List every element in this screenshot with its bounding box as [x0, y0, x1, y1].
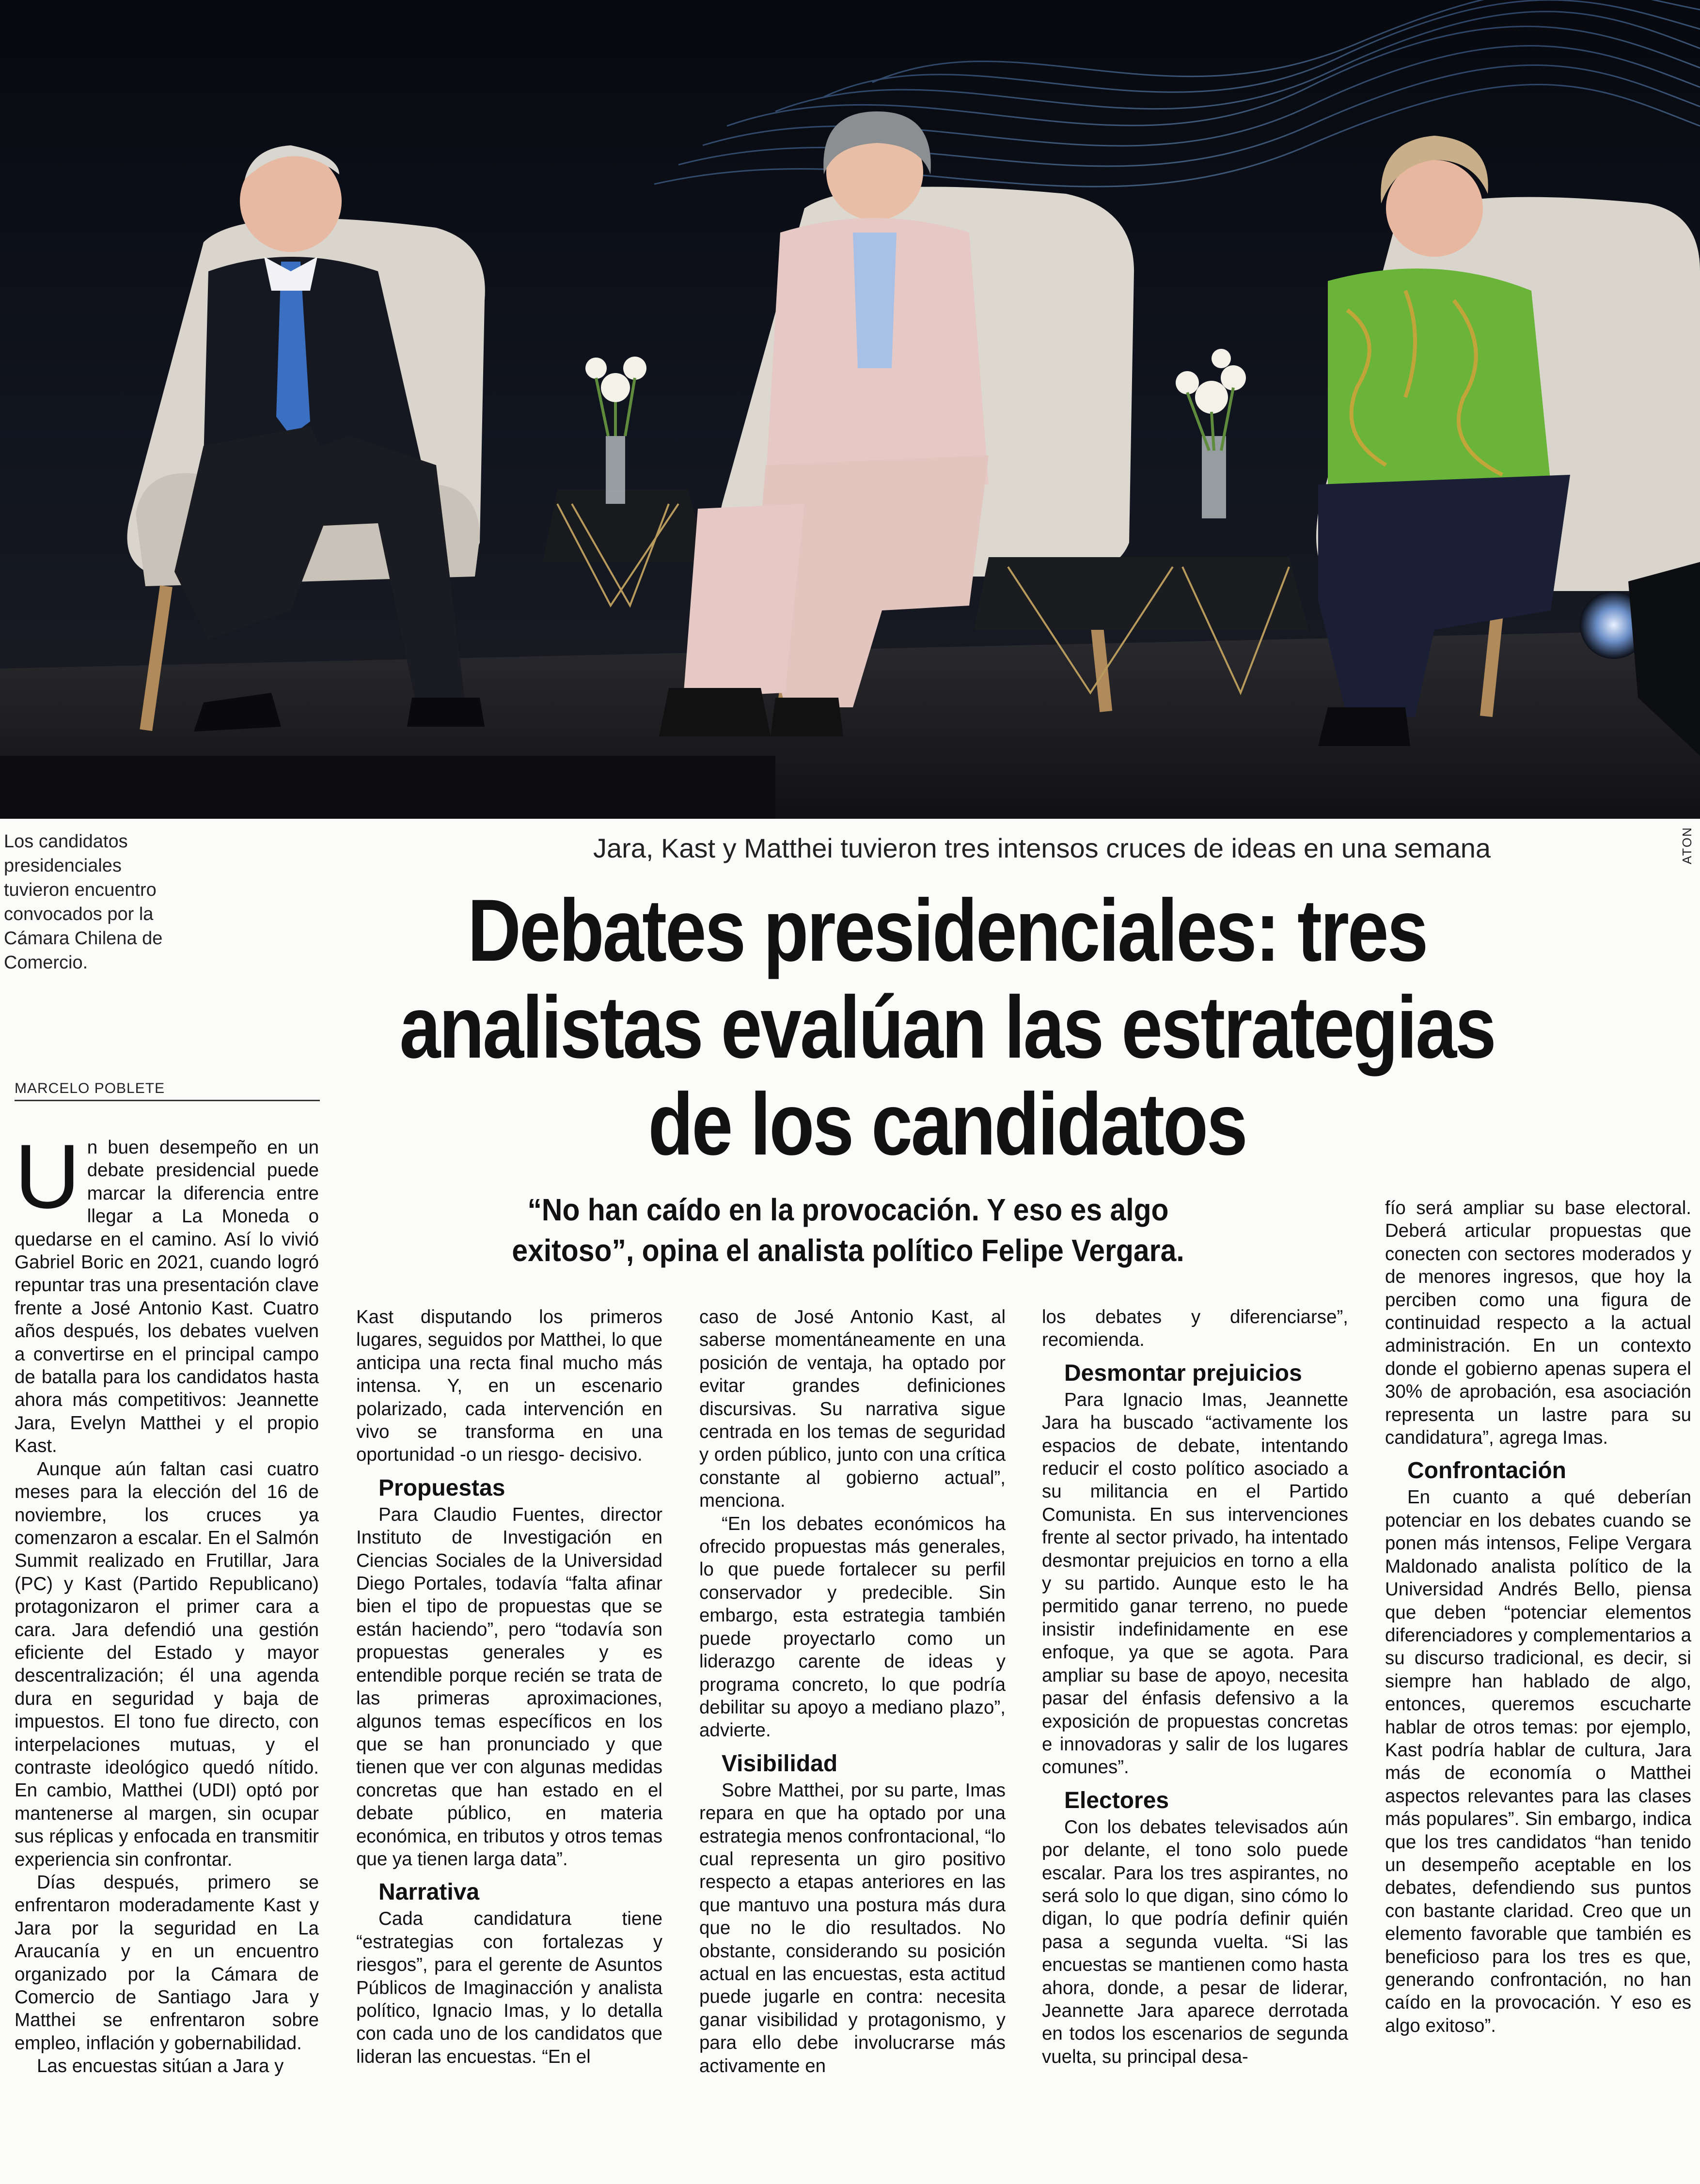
paragraph: caso de José Antonio Kast, al saberse momentáneamente en una posición de ventaja, ha optado por evitar grandes definiciones discursivas. Su narrativa sigue centrada en los temas de seguridad y orden público, junto con una crítica constante al gobierno actual”, menciona. — [699, 1307, 1006, 1512]
headline-line-2: analistas evalúan las estrategias — [399, 978, 1495, 1076]
subheading-desmontar-prejuicios: Desmontar prejuicios — [1064, 1360, 1302, 1386]
headline-line-3: de los candidatos — [648, 1075, 1246, 1173]
subheading-confrontacion: Confrontación — [1407, 1458, 1566, 1484]
headline-line-1: Debates presidenciales: tres — [467, 881, 1427, 980]
paragraph: Kast disputando los primeros lugares, seguidos por Matthei, lo que anticipa una recta final mucho más intensa. Y, en un escenario polarizado, cada intervención en vivo se transforma en una oportunidad -o un riesgo- decisivo. — [356, 1307, 662, 1466]
subheading-visibilidad: Visibilidad — [722, 1750, 838, 1777]
subheading-propuestas: Propuestas — [378, 1475, 505, 1501]
article-column-5 — [1385, 1197, 1691, 2037]
article-column-2 — [356, 1306, 662, 2068]
photo-caption: Los candidatos presidenciales tuvieron encuentro convocados por la Cámara Chilena de Comercio. — [4, 831, 163, 973]
paragraph: Sobre Matthei, por su parte, Imas repara en que ha optado por una estrategia menos confrontacional, “lo cual representa un giro positivo respecto a etapas anteriores en las que mantuvo una postura más dura que no le dio resultados. No obstante, considerando su posición actual en las encuestas, esta actitud puede jugarle en contra: necesita ganar visibilidad y protagonismo, y para ello debe involucrarse más activamente en — [699, 1779, 1006, 2076]
byline — [15, 1080, 320, 1101]
paragraph: Para Ignacio Imas, Jeannette Jara ha buscado “activamente los espacios de debate, intentando reducir el costo político asociado a su militancia en el Partido Comunista. En sus intervenciones frente al sector privado, ha intentado desmontar prejuicios en torno a ella y su partido. Aunque esto le ha permitido ganar terreno, no puede insistir indefinidamente en ese enfoque, ya que se agota. Para ampliar su base de apoyo, necesita pasar del énfasis defensivo a la exposición de propuestas concretas e innovadoras y salir de los lugares comunes”. — [1042, 1389, 1348, 1778]
paragraph: Días después, primero se enfrentaron moderadamente Kast y Jara por la seguridad en La Araucanía y en un encuentro organizado por la Cámara de Comercio de Santiago Jara y Matthei se enfrentaron sobre empleo, inflación y gobernabilidad. — [15, 1872, 319, 2054]
photo-credit: ATON — [1680, 827, 1694, 864]
photo-stage-debate-illustration — [0, 0, 1700, 819]
drop-cap: U — [15, 1125, 80, 1227]
paragraph: fío será ampliar su base electoral. Deberá articular propuestas que conecten con sectores moderados y de menores ingresos, que hoy la perciben como una figura de continuidad respecto a la actual administración. En un contexto donde el gobierno apenas supera el 30% de aprobación, esa asociación representa un lastre para su candidatura”, agrega Imas. — [1385, 1198, 1691, 1449]
paragraph: Las encuestas sitúan a Jara y — [37, 2056, 284, 2077]
article-column-1 — [15, 1125, 319, 2078]
article-column-4 — [1042, 1306, 1348, 2068]
news-photo — [0, 0, 1700, 819]
subheading-narrativa: Narrativa — [378, 1879, 480, 1905]
paragraph: Cada candidatura tiene “estrategias con fortalezas y riesgos”, para el gerente de Asuntos Públicos de Imaginacción y analista político, Ignacio Imas, y lo detalla con cada uno de los candidatos que lideran las encuestas. “En el — [356, 1908, 662, 2067]
article-column-3 — [699, 1306, 1006, 2077]
paragraph: En cuanto a qué deberían potenciar en los debates cuando se ponen más intensos, Felipe Vergara Maldonado analista político de la Universidad Andrés Bello, piensa que deben “potenciar elementos diferenciadores y complementarios a su discurso tradicional, es decir, si siempre han hablado de algo, entonces, queremos escucharte hablar de otros temas: por ejemplo, Kast podría hablar de cultura, Jara más de economía o Matthei aspectos relevantes para las clases más populares”. Sin embargo, indica que los tres candidatos “han tenido un desempeño aceptable en los debates, defendiendo sus puntos con bastante claridad. Creo que un elemento favorable que también es beneficioso para los tres es que, generando confrontación, no han caído en la provocación. Y eso es algo exitoso”. — [1385, 1487, 1691, 2036]
paragraph: Aunque aún faltan casi cuatro meses para la elección del 16 de noviembre, los cruces ya comenzaron a escalar. En el Salmón Summit realizado en Frutillar, Jara (PC) y Kast (Partido Republicano) protagonizaron el primer cara a cara. Jara defendió una gestión eficiente del Estado y mayor descentralización; él una agenda dura en seguridad y baja de impuestos. El tono fue directo, con interpelaciones mutuas, y el contraste ideológico quedó nítido. En cambio, Matthei (UDI) optó por mantenerse al margen, sin ocupar sus réplicas y enfocada en transmitir experiencia sin confrontar. — [15, 1458, 319, 1870]
subheading-electores: Electores — [1064, 1787, 1169, 1813]
paragraph: los debates y diferenciarse”, recomienda. — [1042, 1307, 1348, 1351]
paragraph: “En los debates económicos ha ofrecido propuestas más generales, lo que puede fortalecer su perfil conservador y predecible. Sin embargo, esta estrategia también puede proyectarlo como un liderazgo carente de ideas y programa concreto, lo que podría debilitar su apoyo a mediano plazo”, advierte. — [699, 1513, 1006, 1741]
paragraph-text: n buen desempeño en un debate presidencial puede marcar la diferencia entre llegar a La Moneda o quedarse en el camino. Así lo vivió Gabriel Boric en 2021, cuando logró repuntar tras una presentación clave frente a José Antonio Kast. Cuatro años después, los debates vuelven a convertirse en el principal campo de batalla para los candidatos hasta ahora más competitivos: Jeannette Jara, Evelyn Matthei y el propio Kast. — [15, 1137, 319, 1457]
paragraph: Para Claudio Fuentes, director Instituto de Investigación en Ciencias Sociales de la Universidad Diego Portales, todavía “falta afinar bien el tipo de propuestas que se están haciendo”, pero “todavía son propuestas generales y es entendible porque recién se trata de las primeras aproximaciones, algunos temas específicos en los que se han pronunciado y que tienen que ver con algunas medidas concretas que han estado en el debate público, en materia económica, en tributos y otros temas que ya tienen larga data”. — [356, 1504, 662, 1870]
paragraph — [15, 1125, 319, 1458]
headline — [373, 882, 1521, 1172]
kicker: Jara, Kast y Matthei tuvieron tres intensos cruces de ideas en una semana — [593, 833, 1491, 863]
author-name: MARCELO POBLETE — [15, 1080, 165, 1096]
paragraph: Con los debates televisados aún por delante, el tono solo puede escalar. Para los tres aspirantes, no será solo lo que digan, sino cómo lo digan, lo que podría definir quién pasa a segunda vuelta. “Si las encuestas se mantienen como hasta ahora, donde, a pesar de liderar, Jeannette Jara aparece derrotada en todos los escenarios de segunda vuelta, su principal desa- — [1042, 1816, 1348, 2067]
pull-quote: “No han caído en la provocación. Y eso es algo exitoso”, opina el analista político Felipe Vergara. — [512, 1192, 1184, 1268]
